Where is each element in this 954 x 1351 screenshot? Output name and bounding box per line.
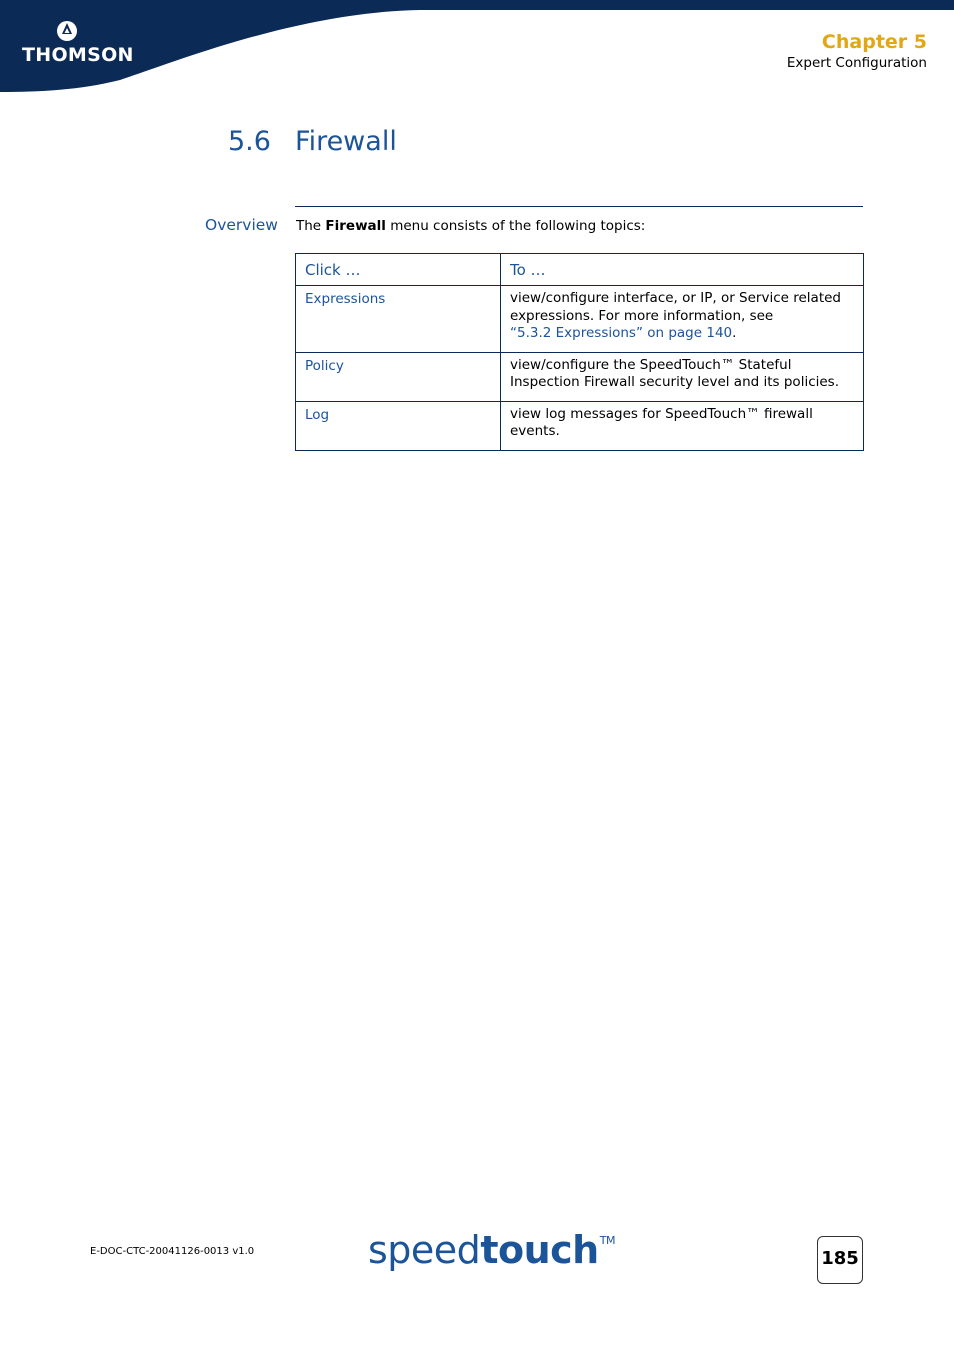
column-header-to: To … bbox=[501, 254, 864, 286]
description-end: . bbox=[732, 325, 737, 341]
thomson-logo-icon bbox=[56, 20, 78, 42]
table-row bbox=[296, 286, 864, 353]
chapter-subtitle: Expert Configuration bbox=[786, 55, 927, 71]
section-title-text: Firewall bbox=[295, 126, 397, 157]
table-row bbox=[296, 401, 864, 450]
brand-bold: touch bbox=[480, 1228, 599, 1272]
overview-heading: Overview bbox=[205, 216, 278, 234]
topic-description: view log messages for SpeedTouch™ firewall events. bbox=[501, 401, 864, 450]
table-header-row bbox=[296, 254, 864, 286]
section-divider bbox=[295, 206, 863, 207]
topic-link-log[interactable]: Log bbox=[296, 401, 501, 450]
intro-suffix: menu consists of the following topics: bbox=[385, 218, 646, 234]
intro-prefix: The bbox=[296, 218, 326, 234]
header-band bbox=[0, 0, 954, 95]
brand-light: speed bbox=[368, 1228, 481, 1272]
cross-reference-link[interactable]: “5.3.2 Expressions” on page 140 bbox=[510, 325, 733, 341]
topics-table bbox=[295, 253, 864, 451]
section-title bbox=[228, 126, 397, 157]
chapter-label: Chapter 5 bbox=[821, 31, 927, 53]
page-number: 185 bbox=[817, 1236, 863, 1284]
topic-description bbox=[501, 286, 864, 353]
brand-trademark: TM bbox=[599, 1234, 615, 1247]
topic-link-policy[interactable]: Policy bbox=[296, 352, 501, 401]
speedtouch-logo bbox=[368, 1228, 615, 1272]
column-header-click: Click … bbox=[296, 254, 501, 286]
description-text: view/configure interface, or IP, or Service related expressions. For more information, see bbox=[510, 290, 841, 324]
section-number: 5.6 bbox=[228, 126, 271, 157]
table-row bbox=[296, 352, 864, 401]
thomson-logo: THOMSON bbox=[22, 44, 134, 66]
document-id: E-DOC-CTC-20041126-0013 v1.0 bbox=[90, 1246, 255, 1257]
intro-bold: Firewall bbox=[325, 218, 386, 234]
topic-description: view/configure the SpeedTouch™ Stateful Inspection Firewall security level and its policies. bbox=[501, 352, 864, 401]
topic-link-expressions[interactable]: Expressions bbox=[296, 286, 501, 353]
intro-paragraph bbox=[296, 218, 645, 234]
